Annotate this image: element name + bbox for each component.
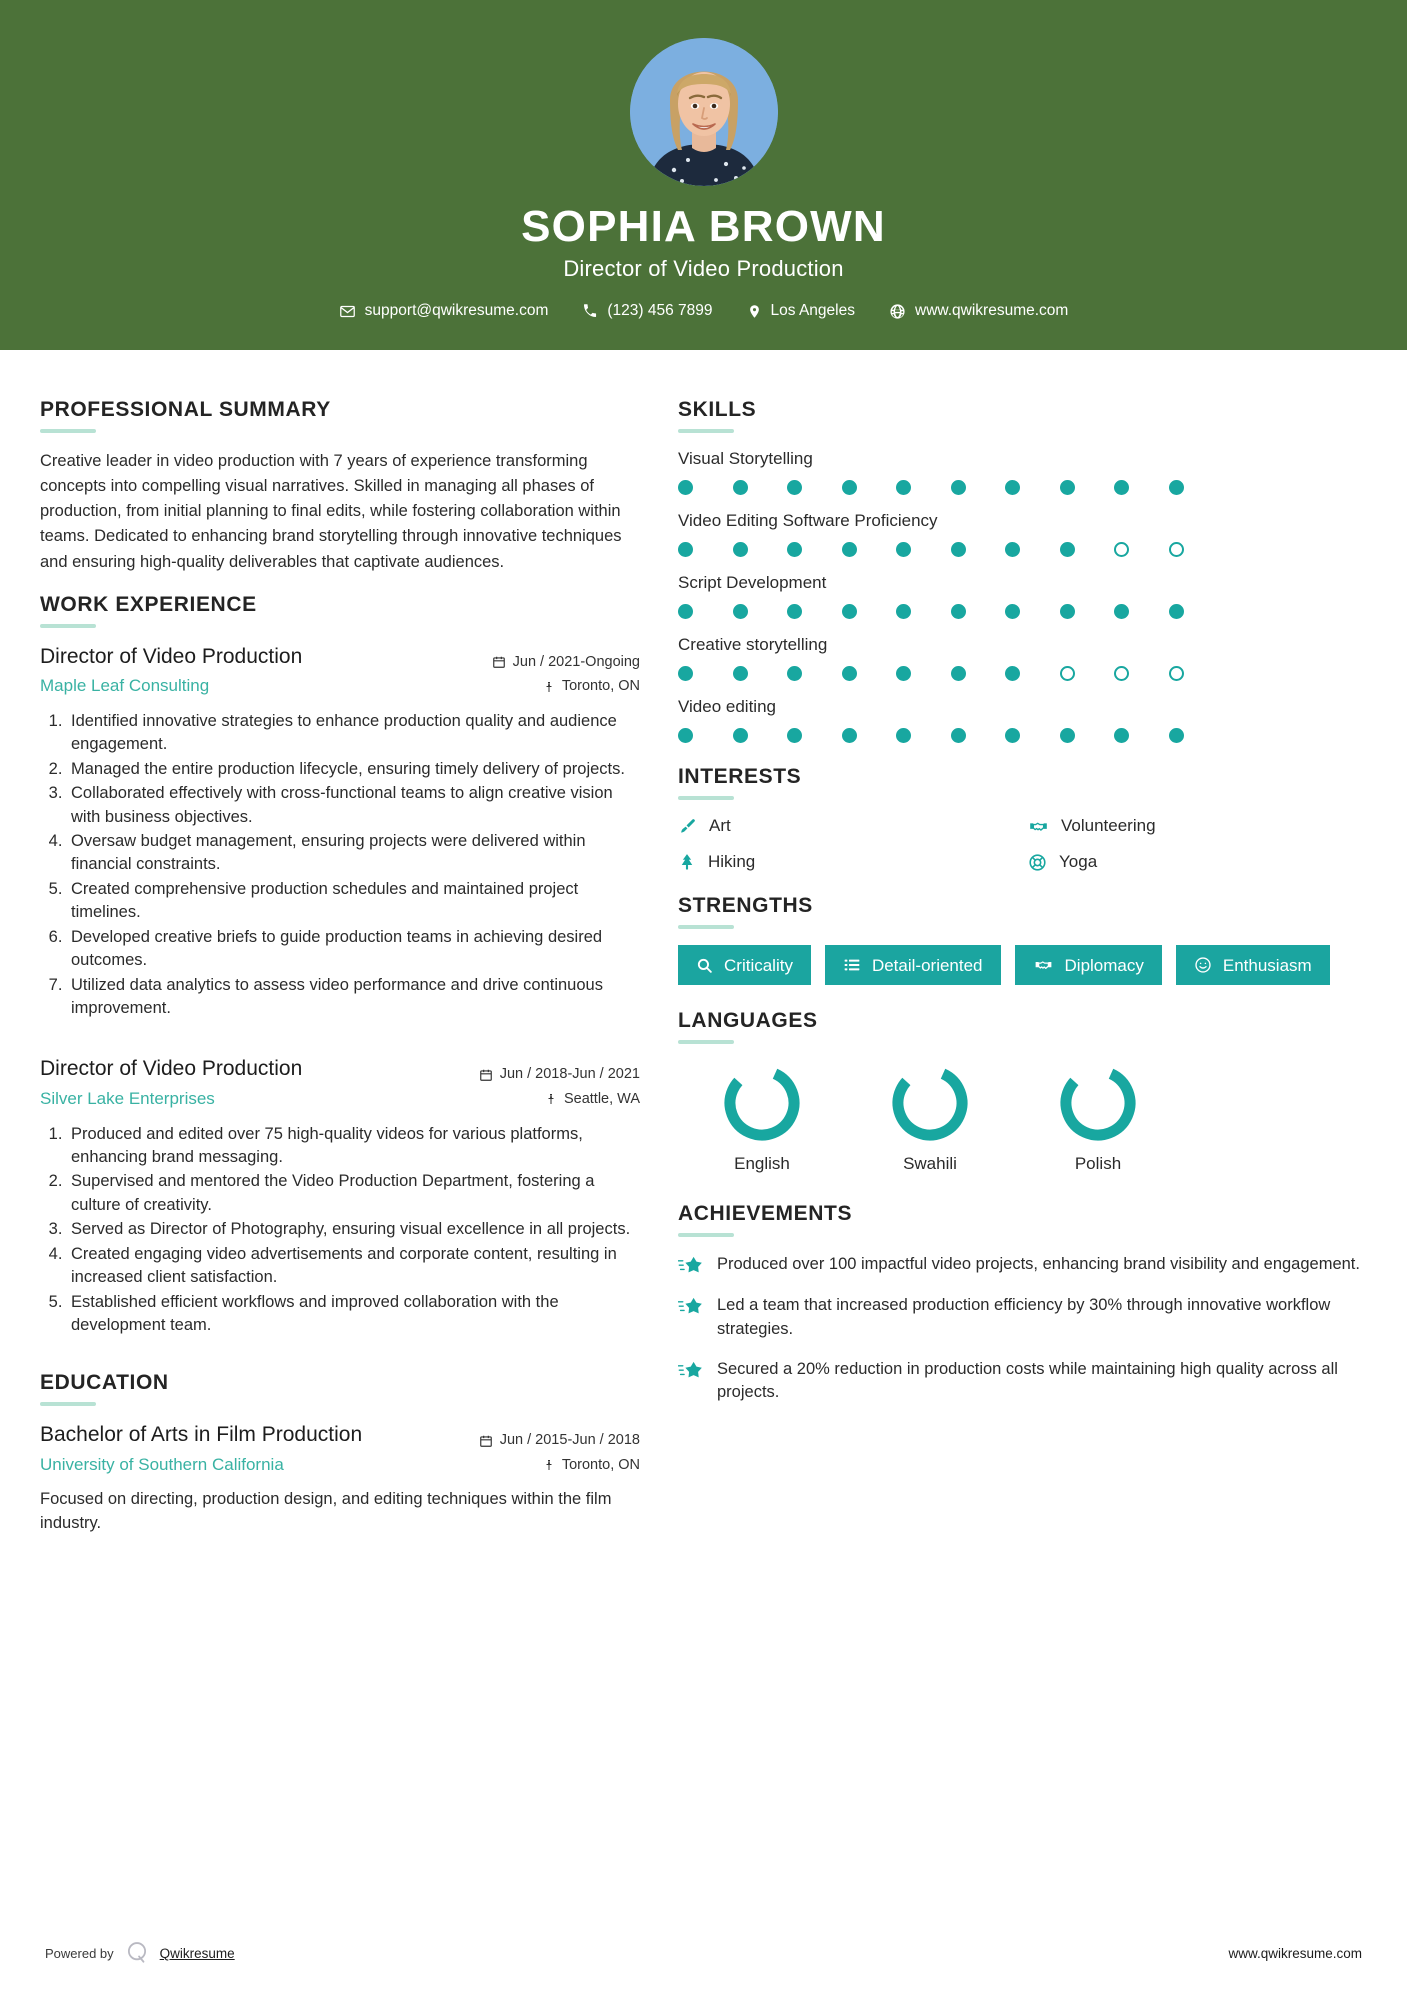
interest-label: Art	[709, 816, 731, 836]
section-rule	[678, 925, 734, 929]
rating-dot-filled	[842, 480, 857, 495]
section-heading-strengths: STRENGTHS	[678, 894, 813, 918]
rating-dot-empty	[1060, 666, 1075, 681]
skill-rating	[678, 604, 1368, 619]
education-date-label: Jun / 2015-Jun / 2018	[499, 1432, 640, 1449]
header-job-title: Director of Video Production	[563, 256, 844, 282]
rating-dot-filled	[1060, 604, 1075, 619]
right-column	[678, 380, 1368, 1422]
pin-icon	[545, 1092, 557, 1106]
section-heading-skills: SKILLS	[678, 398, 757, 422]
section-rule	[678, 429, 734, 433]
skill-name: Video Editing Software Proficiency	[678, 511, 938, 531]
rating-dot-filled	[1169, 728, 1184, 743]
language-item	[846, 1060, 1014, 1174]
rating-dot-filled	[1169, 480, 1184, 495]
work-date-label: Jun / 2018-Jun / 2021	[499, 1066, 640, 1083]
rating-dot-filled	[678, 666, 693, 681]
skill-rating	[678, 728, 1368, 743]
language-label: Swahili	[903, 1154, 957, 1174]
work-bullets	[40, 710, 640, 1020]
list-icon	[843, 957, 861, 973]
education-description: Focused on directing, production design, and editing techniques within the film industry.	[40, 1489, 612, 1532]
work-entry	[40, 644, 640, 1021]
rating-dot-filled	[1005, 480, 1020, 495]
section-rule	[40, 429, 96, 433]
work-entry	[40, 1056, 640, 1337]
work-location-label: Toronto, ON	[561, 678, 640, 695]
language-progress-ring	[887, 1060, 973, 1146]
rating-dot-filled	[842, 666, 857, 681]
rating-dot-filled	[1005, 728, 1020, 743]
rating-dot-filled	[951, 666, 966, 681]
avatar	[630, 38, 778, 186]
work-bullet: 3. Collaborated effectively with cross-functional teams to align creative vision with business objectives.	[67, 782, 640, 829]
work-bullet: 1. Identified innovative strategies to enhance production quality and audience engagement.	[67, 710, 640, 757]
calendar-icon	[492, 655, 506, 669]
interest-item	[1028, 816, 1368, 836]
strength-label: Criticality	[724, 955, 793, 975]
contact-email[interactable]	[322, 302, 566, 320]
language-item	[1014, 1060, 1182, 1174]
left-column	[40, 380, 640, 1541]
section-rule	[40, 1402, 96, 1406]
pin-icon	[543, 680, 555, 694]
skill-name: Script Development	[678, 573, 827, 593]
globe-icon	[889, 303, 906, 320]
work-location	[492, 674, 640, 699]
rating-dot-filled	[896, 604, 911, 619]
contact-location-label: Los Angeles	[770, 302, 855, 320]
rating-dot-filled	[1060, 728, 1075, 743]
rating-dot-filled	[678, 542, 693, 557]
rating-dot-filled	[896, 542, 911, 557]
rating-dot-filled	[951, 604, 966, 619]
interest-item	[1028, 852, 1368, 872]
interests-grid	[678, 816, 1368, 872]
avatar-photo	[630, 38, 778, 186]
summary-text: Creative leader in video production with 7 years of experience transforming concepts into compelling visual narratives. Skilled in managing all phases of production, from initial planning to final edits, while fostering collaboration within teams. Dedicated to enhancing brand storytelling through innovative techniques and ensuring high-quality deliverables that captivate audiences.	[40, 452, 622, 571]
pin-icon	[543, 1458, 555, 1472]
work-role: Director of Video Production	[40, 1057, 303, 1081]
rating-dot-filled	[896, 666, 911, 681]
contact-website-label: www.qwikresume.com	[915, 302, 1069, 320]
skill-item	[678, 697, 1368, 743]
resume-body	[0, 350, 1407, 1921]
section-interests	[678, 765, 1368, 872]
education-location-label: Toronto, ON	[561, 1457, 640, 1474]
skill-item	[678, 573, 1368, 619]
skill-rating	[678, 542, 1368, 557]
envelope-icon	[339, 303, 356, 320]
section-education	[40, 1371, 640, 1535]
rating-dot-filled	[787, 604, 802, 619]
interest-label: Volunteering	[1061, 816, 1156, 836]
search-icon	[696, 957, 713, 974]
interest-item	[678, 816, 1018, 836]
work-date	[492, 650, 640, 675]
strength-chip-criticality	[678, 945, 811, 985]
education-location	[479, 1453, 640, 1478]
achievement-text: Produced over 100 impactful video projects, enhancing brand visibility and engagement.	[717, 1255, 1360, 1274]
contact-website[interactable]	[872, 302, 1085, 320]
section-heading-interests: INTERESTS	[678, 765, 802, 789]
shooting-star-icon	[678, 1360, 704, 1382]
shooting-star-icon	[678, 1255, 704, 1277]
contact-phone-label: (123) 456 7899	[607, 302, 713, 320]
work-bullet: 5. Established efficient workflows and improved collaboration with the development team.	[67, 1291, 640, 1338]
rating-dot-filled	[733, 728, 748, 743]
language-progress-ring	[719, 1060, 805, 1146]
rating-dot-filled	[896, 480, 911, 495]
skill-item	[678, 635, 1368, 681]
rating-dot-filled	[1005, 542, 1020, 557]
education-school: University of Southern California	[40, 1454, 284, 1474]
rating-dot-filled	[1005, 666, 1020, 681]
powered-by-label: Powered by	[45, 1946, 114, 1961]
work-location	[479, 1087, 640, 1112]
strength-chip-detail-oriented	[825, 945, 1001, 985]
rating-dot-filled	[842, 728, 857, 743]
interest-label: Yoga	[1059, 852, 1098, 872]
work-bullet: 4. Oversaw budget management, ensuring projects were delivered within financial constraints.	[67, 830, 640, 877]
rating-dot-filled	[842, 542, 857, 557]
smiley-icon	[1194, 956, 1212, 974]
language-label: English	[734, 1154, 790, 1174]
rating-dot-empty	[1114, 542, 1129, 557]
strength-label: Detail-oriented	[871, 955, 983, 975]
section-heading-work: WORK EXPERIENCE	[40, 592, 257, 616]
rating-dot-filled	[1169, 604, 1184, 619]
phone-icon	[582, 303, 598, 319]
rating-dot-filled	[733, 604, 748, 619]
paintbrush-icon	[678, 817, 697, 836]
section-heading-achievements: ACHIEVEMENTS	[678, 1202, 853, 1226]
skill-item	[678, 449, 1368, 495]
rating-dot-filled	[896, 728, 911, 743]
rating-dot-filled	[733, 480, 748, 495]
work-bullet: 6. Developed creative briefs to guide production teams in achieving desired outcomes.	[67, 926, 640, 973]
education-date	[479, 1428, 640, 1453]
section-heading-education: EDUCATION	[40, 1371, 169, 1395]
strengths-list	[678, 945, 1368, 985]
interest-label: Hiking	[708, 852, 756, 872]
section-rule	[40, 624, 96, 628]
rating-dot-filled	[787, 480, 802, 495]
achievements-list	[678, 1253, 1368, 1405]
section-rule	[678, 796, 734, 800]
rating-dot-filled	[951, 728, 966, 743]
lifebuoy-icon	[1028, 853, 1047, 872]
map-pin-icon	[747, 303, 762, 320]
rating-dot-filled	[1114, 728, 1129, 743]
work-bullet: 2. Supervised and mentored the Video Production Department, fostering a culture of creativity.	[67, 1170, 640, 1217]
skill-name: Creative storytelling	[678, 635, 828, 655]
section-professional-summary	[40, 398, 640, 574]
tree-icon	[678, 852, 696, 872]
rating-dot-empty	[1169, 542, 1184, 557]
skill-name: Video editing	[678, 697, 776, 717]
rating-dot-empty	[1114, 666, 1129, 681]
rating-dot-filled	[678, 604, 693, 619]
work-role: Director of Video Production	[40, 644, 303, 668]
section-strengths	[678, 894, 1368, 985]
rating-dot-filled	[678, 480, 693, 495]
strength-label: Enthusiasm	[1222, 955, 1312, 975]
achievement-text: Led a team that increased production efficiency by 30% through innovative workflow strategies.	[717, 1296, 1331, 1338]
resume-header	[0, 0, 1407, 350]
section-heading-languages: LANGUAGES	[678, 1009, 818, 1033]
achievement-item	[678, 1253, 1368, 1277]
calendar-icon	[479, 1068, 493, 1082]
work-date-label: Jun / 2021-Ongoing	[512, 653, 640, 670]
rating-dot-empty	[1169, 666, 1184, 681]
rating-dot-filled	[733, 542, 748, 557]
shooting-star-icon	[678, 1296, 704, 1318]
footer-url[interactable]: www.qwikresume.com	[1228, 1946, 1362, 1961]
strength-label: Diplomacy	[1064, 955, 1144, 975]
skill-rating	[678, 480, 1368, 495]
work-bullet: 5. Created comprehensive production schedules and maintained project timelines.	[67, 878, 640, 925]
interest-item	[678, 852, 1018, 872]
section-achievements	[678, 1202, 1368, 1405]
calendar-icon	[479, 1434, 493, 1448]
section-rule	[678, 1233, 734, 1237]
work-organization: Silver Lake Enterprises	[40, 1088, 215, 1108]
rating-dot-filled	[787, 542, 802, 557]
achievement-text: Secured a 20% reduction in production costs while maintaining high quality across all projects.	[717, 1360, 1338, 1402]
language-label: Polish	[1074, 1154, 1122, 1174]
rating-dot-filled	[951, 542, 966, 557]
rating-dot-filled	[733, 666, 748, 681]
rating-dot-filled	[678, 728, 693, 743]
work-bullet: 7. Utilized data analytics to assess video performance and drive continuous improvement.	[67, 974, 640, 1021]
rating-dot-filled	[1114, 604, 1129, 619]
work-organization: Maple Leaf Consulting	[40, 675, 210, 695]
languages-list	[678, 1060, 1368, 1174]
section-languages	[678, 1009, 1368, 1174]
work-bullet: 4. Created engaging video advertisements and corporate content, resulting in increased client satisfaction.	[67, 1243, 640, 1290]
education-degree: Bachelor of Arts in Film Production	[40, 1423, 363, 1447]
skill-rating	[678, 666, 1368, 681]
powered-by	[45, 1939, 235, 1968]
page-title: SOPHIA BROWN	[521, 202, 886, 251]
work-location-label: Seattle, WA	[563, 1090, 640, 1107]
section-rule	[678, 1040, 734, 1044]
rating-dot-filled	[1060, 542, 1075, 557]
skill-name: Visual Storytelling	[678, 449, 813, 469]
achievement-item	[678, 1358, 1368, 1405]
contact-phone[interactable]	[565, 302, 729, 320]
work-bullets	[40, 1123, 640, 1338]
contact-email-label: support@qwikresume.com	[364, 302, 549, 320]
resume-footer	[0, 1921, 1407, 1990]
rating-dot-filled	[1005, 604, 1020, 619]
qwikresume-logo-icon	[124, 1939, 150, 1968]
contact-row	[0, 302, 1407, 320]
rating-dot-filled	[1060, 480, 1075, 495]
rating-dot-filled	[787, 666, 802, 681]
rating-dot-filled	[842, 604, 857, 619]
rating-dot-filled	[787, 728, 802, 743]
rating-dot-filled	[1114, 480, 1129, 495]
skills-list	[678, 449, 1368, 743]
work-date	[479, 1062, 640, 1087]
education-entry	[40, 1422, 640, 1535]
handshake-icon	[1033, 956, 1054, 974]
section-work-experience	[40, 593, 640, 1338]
strength-chip-diplomacy	[1015, 945, 1162, 985]
handshake-icon	[1028, 817, 1049, 836]
achievement-item	[678, 1294, 1368, 1341]
contact-location[interactable]	[730, 302, 872, 320]
language-progress-ring	[1055, 1060, 1141, 1146]
work-bullet: 3. Served as Director of Photography, ensuring visual excellence in all projects.	[67, 1218, 640, 1241]
language-item	[678, 1060, 846, 1174]
skill-item	[678, 511, 1368, 557]
section-skills	[678, 398, 1368, 743]
rating-dot-filled	[951, 480, 966, 495]
work-bullet: 1. Produced and edited over 75 high-quality videos for various platforms, enhancing brand messaging.	[67, 1123, 640, 1170]
qwikresume-link[interactable]: Qwikresume	[159, 1946, 235, 1961]
strength-chip-enthusiasm	[1176, 945, 1330, 985]
section-heading-summary: PROFESSIONAL SUMMARY	[40, 398, 331, 422]
work-bullet: 2. Managed the entire production lifecycle, ensuring timely delivery of projects.	[67, 758, 640, 781]
